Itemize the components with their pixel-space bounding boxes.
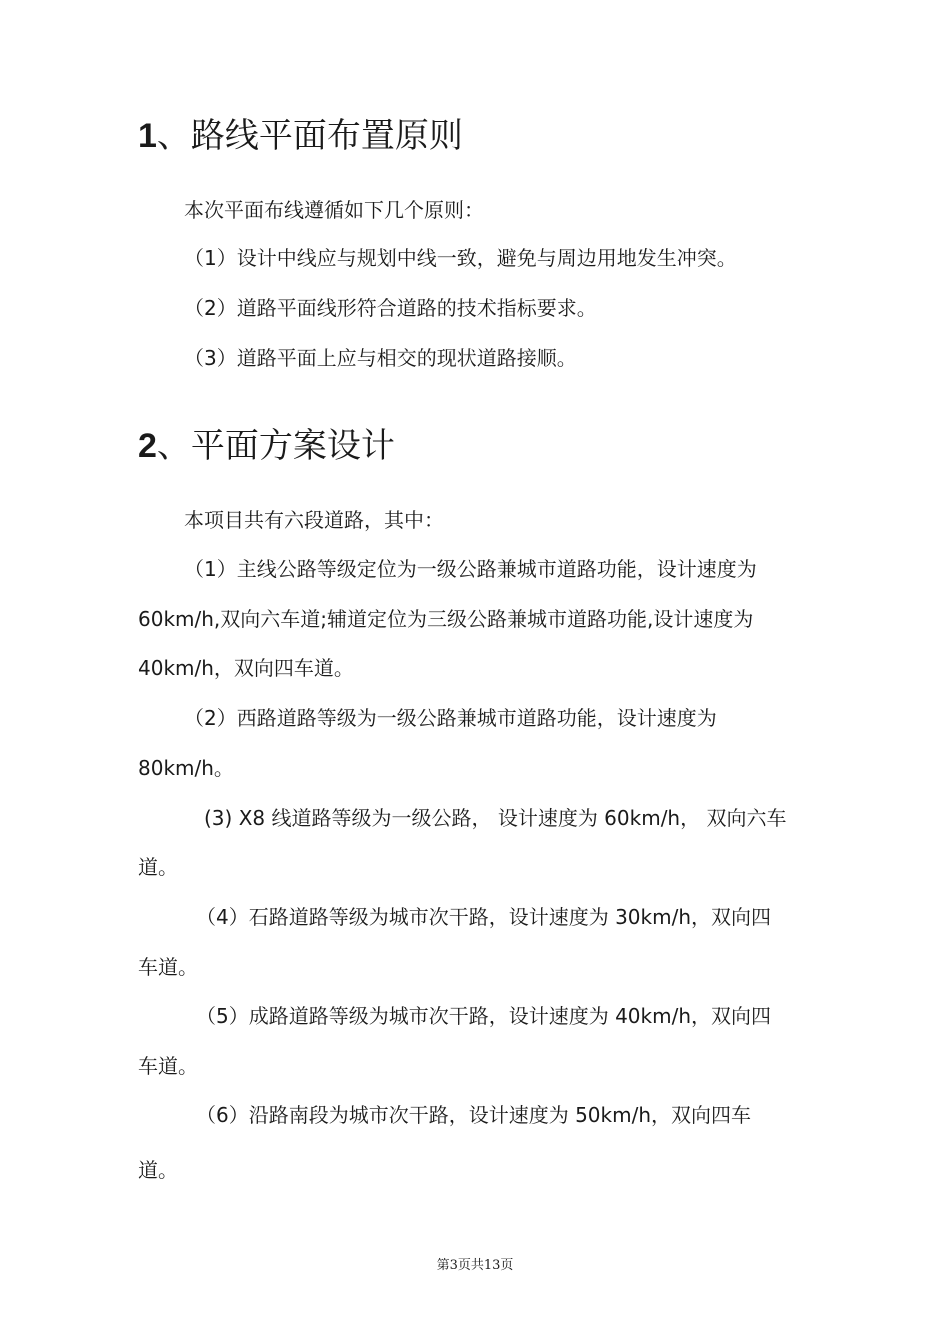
section-1-intro: 本次平面布线遵循如下几个原则： xyxy=(184,198,484,222)
section-2-heading xyxy=(138,418,395,467)
section-2-title: 、平面方案设计 xyxy=(156,426,395,466)
section-2-line-2: 60km/h,双向六车道;辅道定位为三级公路兼城市道路功能,设计速度为 xyxy=(138,607,754,631)
section-2-line-1: （1）主线公路等级定位为一级公路兼城市道路功能，设计速度为 xyxy=(184,557,757,581)
section-2-line-4: （2）西路道路等级为一级公路兼城市道路功能，设计速度为 xyxy=(184,706,717,730)
section-2-line-11: 车道。 xyxy=(138,1054,198,1078)
section-1-item-3: （3）道路平面上应与相交的现状道路接顺。 xyxy=(184,346,577,370)
section-2-line-7: 道。 xyxy=(138,855,178,879)
section-1-item-2: （2）道路平面线形符合道路的技术指标要求。 xyxy=(184,296,597,320)
section-2-line-10: （5）成路道路等级为城市次干路，设计速度为 40km/h，双向四 xyxy=(196,1004,772,1028)
section-1-number: 1 xyxy=(138,117,157,155)
section-2-line-8: （4）石路道路等级为城市次干路，设计速度为 30km/h，双向四 xyxy=(196,905,772,929)
section-2-intro: 本项目共有六段道路，其中： xyxy=(184,508,444,532)
section-2-line-6: (3) X8 线道路等级为一级公路， 设计速度为 60km/h， 双向六车 xyxy=(204,806,787,830)
section-1-title: 、路线平面布置原则 xyxy=(156,116,463,156)
section-2-line-3: 40km/h，双向四车道。 xyxy=(138,656,354,680)
section-2-line-9: 车道。 xyxy=(138,955,198,979)
section-1-item-1: （1）设计中线应与规划中线一致，避免与周边用地发生冲突。 xyxy=(184,246,737,270)
section-2-line-13: 道。 xyxy=(138,1158,178,1182)
section-2-line-12: （6）沿路南段为城市次干路，设计速度为 50km/h，双向四车 xyxy=(196,1103,752,1127)
page-footer: 第3页共13页 xyxy=(436,1258,514,1273)
section-2-number: 2 xyxy=(138,427,157,465)
section-1-heading xyxy=(138,108,463,157)
section-2-line-5: 80km/h。 xyxy=(138,756,234,780)
